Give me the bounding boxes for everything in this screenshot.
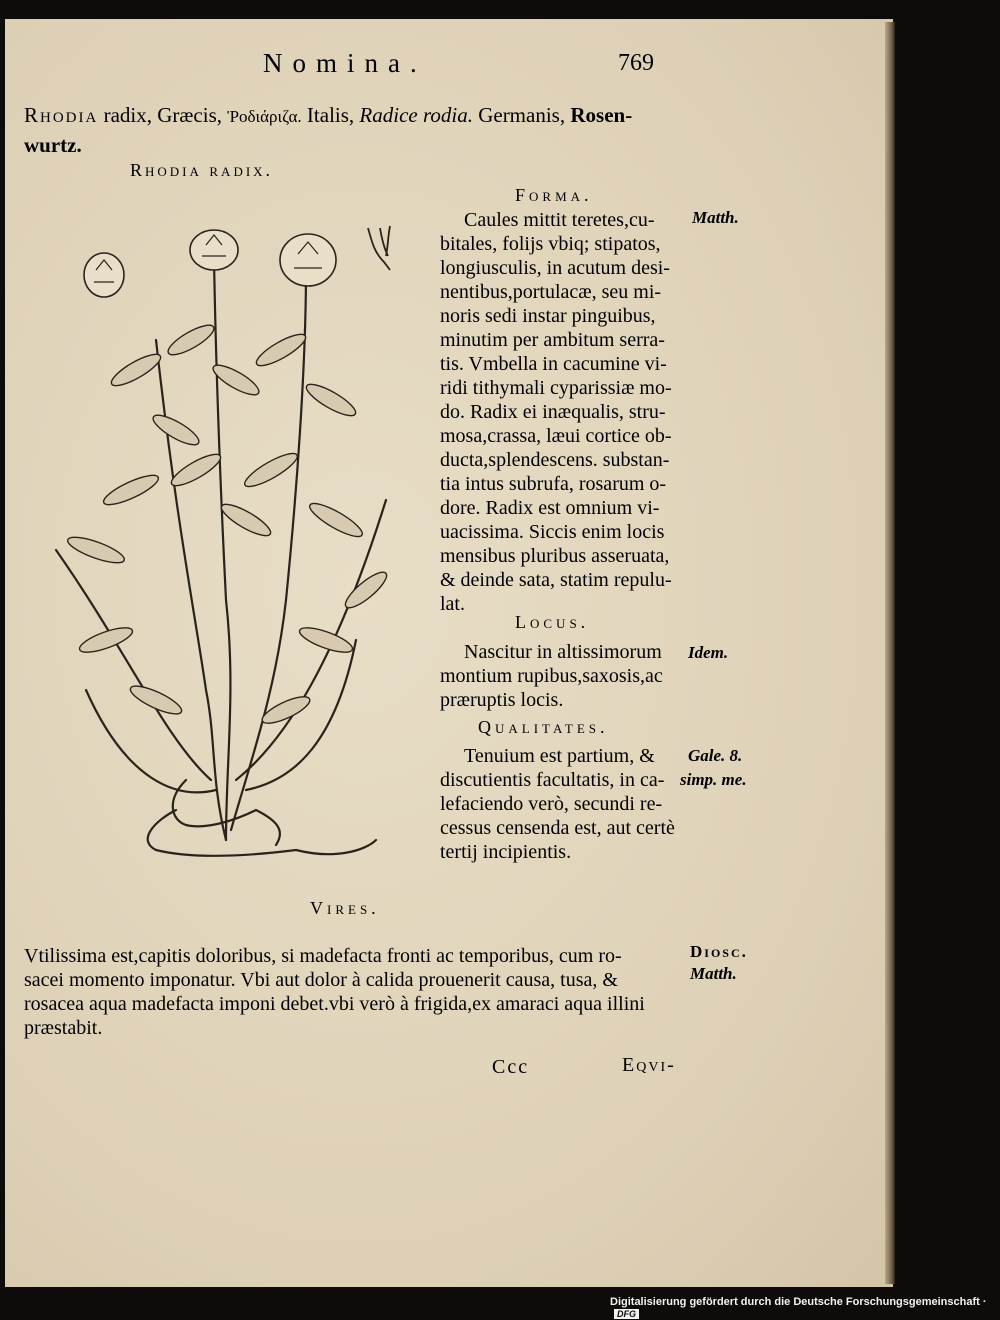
flower-detail-icon — [362, 222, 398, 274]
rhodia-plant-woodcut — [36, 220, 396, 870]
text-line: rosacea aqua madefacta imponi debet.vbi verò à frigida,ex amaraci aqua illini — [24, 993, 645, 1015]
text-line: tis. Vmbella in cacumine vi- — [440, 353, 667, 375]
german-name: Rosen- — [570, 103, 633, 127]
text-line: mensibus pluribus asseruata, — [440, 545, 670, 567]
qualitates-heading: Qualitates. — [478, 717, 609, 737]
qualitates-margin-note-2: simp. me. — [680, 770, 747, 789]
text-line: ridi tithymali cyparissiæ mo- — [440, 377, 672, 399]
signature-mark: Ccc — [492, 1056, 530, 1078]
nomina-line — [24, 103, 632, 128]
nomina-text: radix, Græcis, — [103, 103, 222, 127]
locus-text — [440, 640, 663, 712]
text-line: discutientis facultatis, in ca- — [440, 769, 665, 791]
text-line: lefaciendo verò, secundi re- — [440, 793, 663, 815]
text-line: ducta,splendescens. substan- — [440, 449, 670, 471]
forma-margin-note: Matth. — [692, 208, 739, 227]
credit-text: Digitalisierung gefördert durch die Deutsche Forschungsgemeinschaft · — [610, 1296, 987, 1308]
forma-heading: Forma. — [515, 185, 593, 205]
running-header: Nomina. — [263, 48, 427, 78]
locus-heading: Locus. — [515, 612, 590, 632]
nomina-text: Germanis, — [478, 103, 566, 127]
text-line: minutim per ambitum serra- — [440, 329, 665, 351]
text-line: longiusculis, in acutum desi- — [440, 257, 670, 279]
plant-name: Rhodia — [24, 103, 99, 127]
text-line: mosa,crassa, læui cortice ob- — [440, 425, 672, 447]
text-line: cessus censenda est, aut certè — [440, 817, 675, 839]
text-line: & deinde sata, statim repulu- — [440, 569, 672, 591]
text-line: do. Radix ei inæqualis, stru- — [440, 401, 666, 423]
text-line: Tenuium est partium, & — [464, 745, 655, 767]
text-line: Nascitur in altissimorum — [464, 641, 662, 663]
vires-heading: Vires. — [310, 898, 380, 918]
text-line: sacei momento imponatur. Vbi aut dolor à calida prouenerit causa, tusa, & — [24, 969, 618, 991]
text-line: tertij incipientis. — [440, 841, 572, 863]
qualitates-text — [440, 744, 675, 864]
page-edge — [885, 22, 895, 1284]
text-line: uacissima. Siccis enim locis — [440, 521, 665, 543]
text-line: Caules mittit teretes,cu- — [464, 209, 655, 231]
vires-text — [24, 944, 645, 1040]
german-name-cont: wurtz. — [24, 133, 82, 157]
text-line: noris sedi instar pinguibus, — [440, 305, 656, 327]
text-line: præruptis locis. — [440, 689, 564, 711]
text-line: nentibus,portulacæ, seu mi- — [440, 281, 662, 303]
text-line: præstabit. — [24, 1017, 103, 1039]
text-line: montium rupibus,saxosis,ac — [440, 665, 663, 687]
digitization-credit — [610, 1296, 1000, 1320]
page-number: 769 — [618, 50, 654, 76]
vires-margin-note-1: Diosc. — [690, 942, 748, 961]
dfg-logo: DFG — [614, 1309, 639, 1319]
italian-name: Radice rodia. — [359, 103, 473, 127]
forma-text — [440, 208, 672, 616]
catchword: Eqvi- — [622, 1054, 676, 1076]
text-line: Vtilissima est,capitis doloribus, si madefacta fronti ac temporibus, cum ro- — [24, 945, 622, 967]
qualitates-margin-note-1: Gale. 8. — [688, 746, 743, 765]
text-line: dore. Radix est omnium vi- — [440, 497, 660, 519]
text-line: tia intus subrufa, rosarum o- — [440, 473, 667, 495]
nomina-text: Italis, — [306, 103, 355, 127]
locus-margin-note: Idem. — [688, 643, 729, 662]
greek-name: Ῥοδιάριζα. — [227, 107, 302, 126]
vires-margin-note-2: Matth. — [690, 964, 737, 983]
figure-title: Rhodia radix. — [130, 160, 274, 180]
text-line: lat. — [440, 593, 465, 615]
text-line: bitales, folijs vbiq; stipatos, — [440, 233, 661, 255]
